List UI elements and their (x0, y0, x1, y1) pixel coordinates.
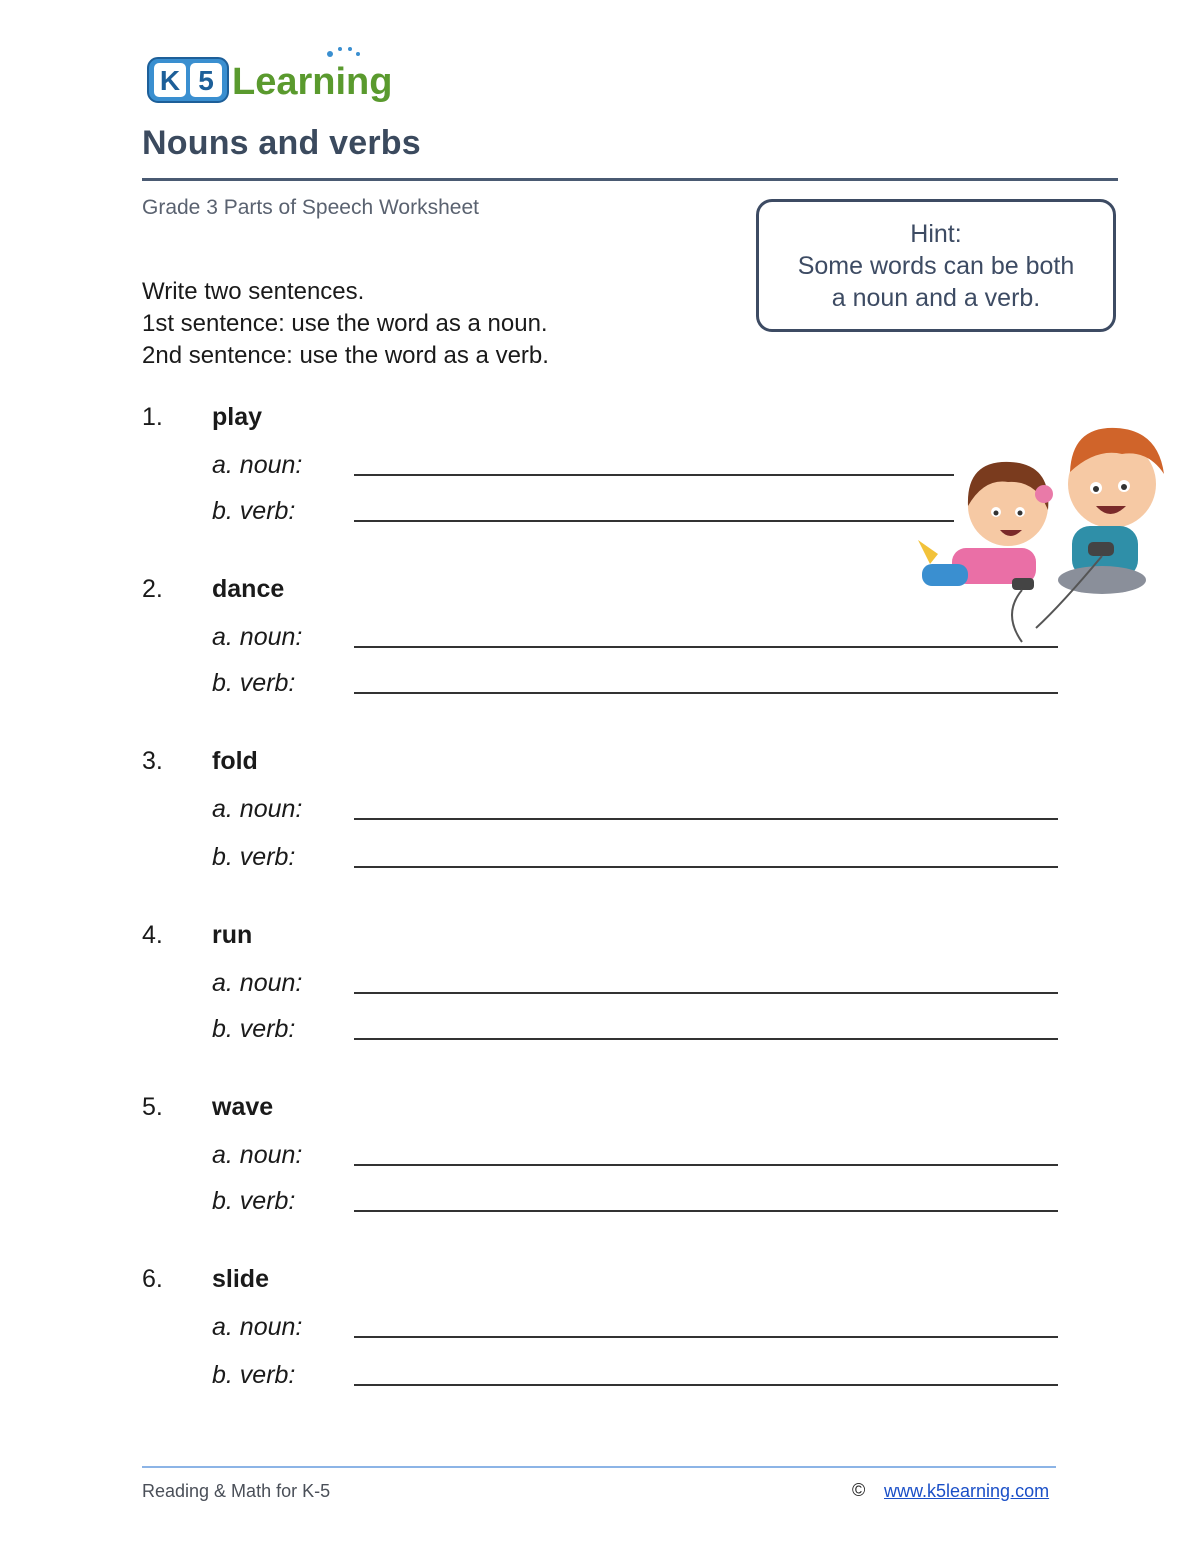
hint-line-1: Some words can be both (797, 252, 1075, 280)
question-number: 6. (142, 1265, 163, 1293)
k5-learning-logo (146, 44, 396, 108)
instruction-line: 2nd sentence: use the word as a verb. (142, 342, 549, 369)
svg-text:5: 5 (198, 65, 214, 96)
worksheet-subtitle: Grade 3 Parts of Speech Worksheet (142, 196, 479, 219)
noun-answer-line[interactable] (354, 1164, 1058, 1166)
verb-answer-line[interactable] (354, 1038, 1058, 1040)
instruction-line: Write two sentences. (142, 278, 365, 305)
verb-answer-line[interactable] (354, 520, 954, 522)
svg-text:K: K (159, 65, 181, 96)
copyright-symbol: © (852, 1480, 866, 1500)
noun-answer-line[interactable] (354, 992, 1058, 994)
question-word: dance (212, 575, 285, 603)
noun-label: a. noun: (212, 969, 303, 997)
verb-label: b. verb: (212, 843, 296, 871)
noun-answer-line[interactable] (354, 1336, 1058, 1338)
website-link[interactable]: www.k5learning.com (884, 1481, 1050, 1501)
instructions (142, 276, 549, 372)
verb-label: b. verb: (212, 1187, 296, 1215)
noun-label: a. noun: (212, 623, 303, 651)
title-divider (142, 178, 1118, 181)
noun-label: a. noun: (212, 451, 303, 479)
logo-wordmark: Learning (232, 61, 393, 103)
question-number: 4. (142, 921, 163, 949)
question-word: run (212, 921, 253, 949)
verb-label: b. verb: (212, 669, 296, 697)
verb-label: b. verb: (212, 497, 296, 525)
noun-answer-line[interactable] (354, 818, 1058, 820)
kids-playing-illustration (912, 414, 1176, 650)
question-word: slide (212, 1265, 269, 1293)
noun-label: a. noun: (212, 795, 303, 823)
noun-answer-line[interactable] (354, 474, 954, 476)
hint-line-2: a noun and a verb. (831, 284, 1041, 312)
question-word: play (212, 403, 263, 431)
footer-tagline: Reading & Math for K-5 (142, 1481, 331, 1501)
question-number: 3. (142, 747, 163, 775)
hint-box (756, 199, 1116, 332)
verb-answer-line[interactable] (354, 692, 1058, 694)
verb-label: b. verb: (212, 1015, 296, 1043)
question-word: fold (212, 747, 258, 775)
instruction-line: 1st sentence: use the word as a noun. (142, 310, 548, 337)
question-number: 5. (142, 1093, 163, 1121)
verb-label: b. verb: (212, 1361, 296, 1389)
verb-answer-line[interactable] (354, 866, 1058, 868)
noun-label: a. noun: (212, 1313, 303, 1341)
verb-answer-line[interactable] (354, 1210, 1058, 1212)
question-word: wave (212, 1093, 274, 1121)
page-title: Nouns and verbs (142, 124, 421, 162)
question-number: 2. (142, 575, 163, 603)
footer-divider (142, 1466, 1056, 1468)
verb-answer-line[interactable] (354, 1384, 1058, 1386)
noun-label: a. noun: (212, 1141, 303, 1169)
hint-heading: Hint: (910, 220, 962, 248)
question-number: 1. (142, 403, 163, 431)
